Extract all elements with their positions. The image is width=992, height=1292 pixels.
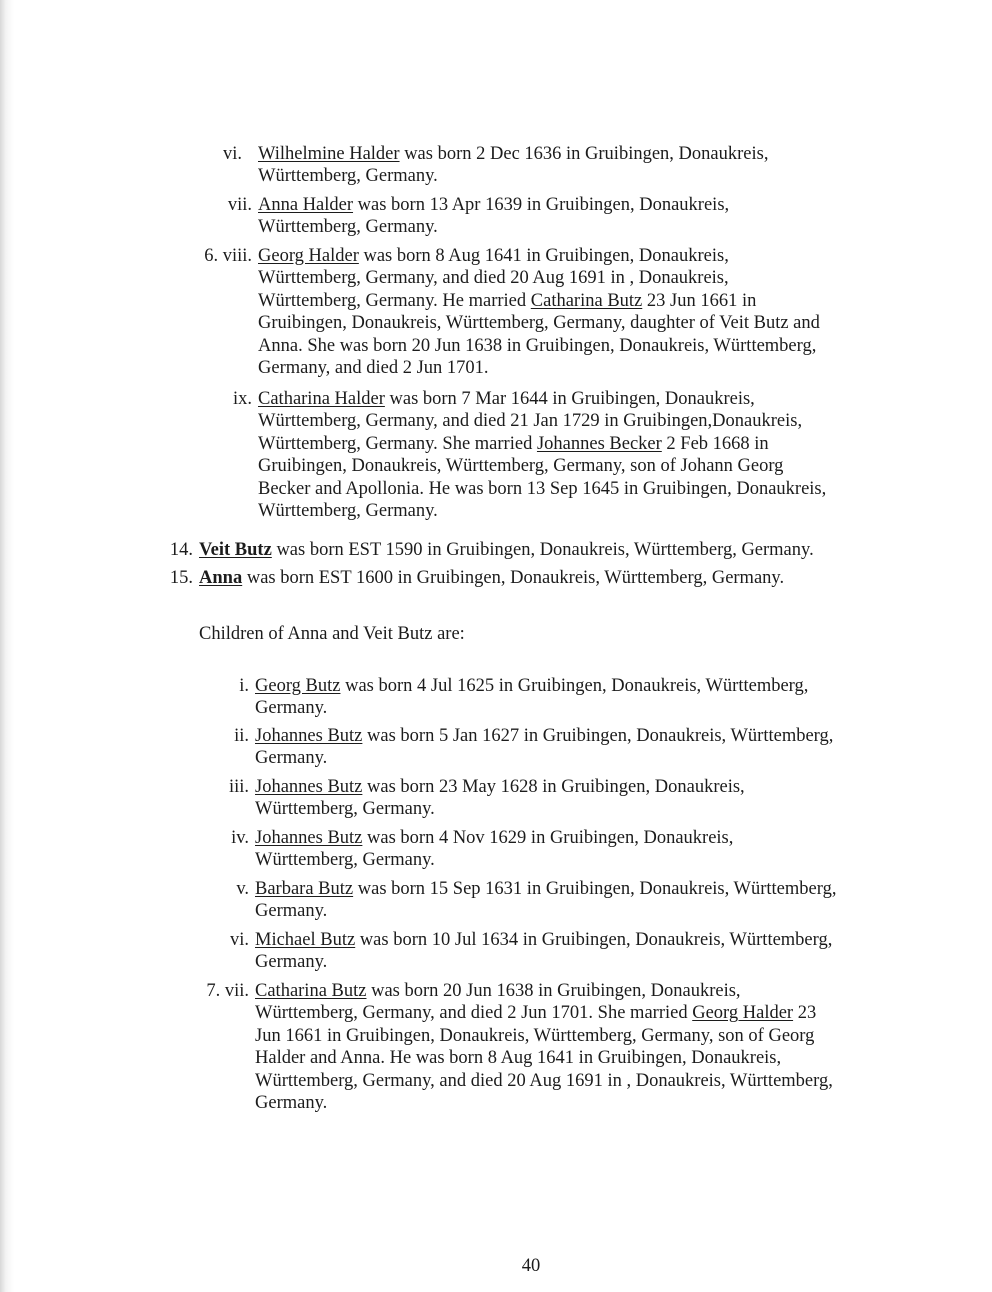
list-item: iii. Johannes Butz was born 23 May 1628 in Gruibingen, Donaukreis, Württemberg, Germany. <box>228 777 745 820</box>
person-name-link[interactable]: Anna Halder <box>258 195 354 215</box>
list-item: vii. Anna Halder was born 13 Apr 1639 in Gruibingen, Donaukreis, Württemberg, Germany. <box>227 195 730 238</box>
entry-number: vi. <box>222 144 242 164</box>
entry-number: vi. <box>229 930 249 950</box>
list-item: 7. vii. Catharina Butz was born 20 Jun 1638 in Gruibingen, Donaukreis, Württemberg, Germany, and died 2 Jun 1701. She married Georg Halder 23 Jun 1661 in Gruibingen, Donaukreis, Württemberg, Germany, son of Georg Halder and Anna. He was born 8 Aug 1641 in Gruibingen, Donaukreis, Württemberg, Germany, and died 20 Aug 1691 in , Donaukreis, Württemberg, Germany. <box>206 981 833 1114</box>
spouse-name-link[interactable]: Catharina Butz <box>530 290 643 311</box>
list-item: iv. Johannes Butz was born 4 Nov 1629 in Gruibingen, Donaukreis, Württemberg, Germany. <box>231 828 734 871</box>
entry-number: ix. <box>232 389 252 409</box>
list-item: 15. Anna was born EST 1600 in Gruibingen, Donaukreis, Württemberg, Germany. <box>169 568 785 588</box>
list-item: v. Barbara Butz was born 15 Sep 1631 in Gruibingen, Donaukreis, Württemberg, Germany. <box>236 879 837 922</box>
person-name-link[interactable]: Anna <box>199 568 243 588</box>
list-item: 14. Veit Butz was born EST 1590 in Gruibingen, Donaukreis, Württemberg, Germany. <box>169 540 814 560</box>
person-name-link[interactable]: Catharina Halder <box>258 389 385 409</box>
entry-number: i. <box>239 676 249 696</box>
person-name-link[interactable]: Johannes Butz <box>255 726 363 746</box>
list-item: ix. Catharina Halder was born 7 Mar 1644 in Gruibingen, Donaukreis, Württemberg, Germany, and died 21 Jan 1729 in Gruibingen,Donaukreis, Württemberg, Germany. She married Johannes Becker 2 Feb 1668 in Gruibingen, Donaukreis, Württemberg, Germany, son of Johann Georg Becker and Apollonia. He was born 13 Sep 1645 in Gruibingen, Donaukreis, Württemberg, Germany. <box>232 389 827 522</box>
person-name-link[interactable]: Veit Butz <box>199 540 272 560</box>
entry-number: iv. <box>231 828 249 848</box>
person-name-link[interactable]: Barbara Butz <box>255 879 354 899</box>
scan-binding-edge <box>0 0 14 1292</box>
person-name-link[interactable]: Johannes Butz <box>255 828 363 848</box>
entry-number: 7. vii. <box>206 981 249 1001</box>
list-item: vi. Michael Butz was born 10 Jul 1634 in Gruibingen, Donaukreis, Württemberg, Germany. <box>229 930 833 973</box>
page-number: 40 <box>521 1256 541 1276</box>
person-name-link[interactable]: Georg Butz <box>255 676 341 696</box>
person-name-link[interactable]: Catharina Butz <box>255 981 367 1001</box>
entry-number: 15. <box>169 568 193 588</box>
person-name-link[interactable]: Georg Halder <box>258 246 359 266</box>
person-name-link[interactable]: Michael Butz <box>255 930 356 950</box>
entry-number: vii. <box>227 195 252 215</box>
list-item: i. Georg Butz was born 4 Jul 1625 in Gruibingen, Donaukreis, Württemberg, Germany. <box>239 676 809 719</box>
entry-number: 14. <box>169 540 193 560</box>
entry-number: ii. <box>234 726 249 746</box>
spouse-name-link[interactable]: Johannes Becker <box>536 433 662 454</box>
list-item: 6. viii. Georg Halder was born 8 Aug 1641 in Gruibingen, Donaukreis, Württemberg, Germany, and died 20 Aug 1691 in , Donaukreis, Württemberg, Germany. He married Catharina Butz 23 Jun 1661 in Gruibingen, Donaukreis, Württemberg, Germany, daughter of Veit Butz and Anna. She was born 20 Jun 1638 in Gruibingen, Donaukreis, Württemberg, Germany, and died 2 Jun 1701. <box>204 246 820 379</box>
person-name-link[interactable]: Johannes Butz <box>255 777 363 797</box>
list-item: ii. Johannes Butz was born 5 Jan 1627 in Gruibingen, Donaukreis, Württemberg, Germany. <box>234 726 834 769</box>
entry-number: 6. viii. <box>204 246 252 266</box>
list-item: vi. Wilhelmine Halder was born 2 Dec 1636 in Gruibingen, Donaukreis, Württemberg, Germany. <box>222 144 769 187</box>
spouse-name-link[interactable]: Georg Halder <box>692 1003 794 1024</box>
person-name-link[interactable]: Wilhelmine Halder <box>258 144 400 164</box>
children-heading: Children of Anna and Veit Butz are: <box>199 624 465 644</box>
entry-number: iii. <box>228 777 249 797</box>
entry-number: v. <box>236 879 249 899</box>
